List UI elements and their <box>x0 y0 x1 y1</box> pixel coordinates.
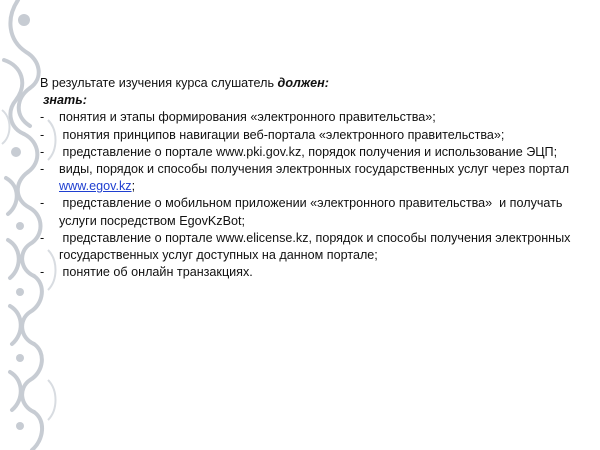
list-item <box>40 264 580 281</box>
intro-emphasis: должен: <box>277 76 329 90</box>
list-item-text: представление о портале www.elicense.kz, порядок и способы получения электронных государственных услуг доступных на данном портале; <box>59 230 574 263</box>
list-item-text: представление о портале www.pki.gov.kz, порядок получения и использование ЭЦП; <box>59 144 558 159</box>
bullet-dash: - <box>40 265 45 280</box>
intro-text: В результате изучения курса слушатель <box>40 76 278 90</box>
list-item-text-end: ; <box>131 179 136 194</box>
list-item-text: представление о мобильном приложении «электронного правительства» и получать услуги посредством EgovKzBot; <box>59 196 566 228</box>
list-item-text: понятия и этапы формирования «электронного правительства»; <box>59 110 436 125</box>
list-item <box>40 144 580 161</box>
intro-line <box>40 75 580 92</box>
egov-link[interactable]: www.egov.kz <box>59 179 132 194</box>
know-label: знать: <box>43 93 87 108</box>
list-item-text: виды, порядок и способы получения электронных государственных услуг через портал <box>59 162 570 177</box>
list-item <box>40 195 580 229</box>
bullet-dash: - <box>40 110 45 125</box>
bullet-dash: - <box>40 162 45 177</box>
list-item <box>40 161 580 195</box>
list-item <box>40 109 580 126</box>
list-item-text: понятие об онлайн транзакциях. <box>59 265 253 280</box>
bullet-dash: - <box>40 230 45 245</box>
list-item <box>40 127 580 144</box>
list-item-text: понятия принципов навигации веб-портала «электронного правительства»; <box>59 127 505 142</box>
list-item <box>40 230 580 264</box>
bullet-dash: - <box>40 127 45 142</box>
course-outcomes-text <box>40 75 580 281</box>
bullet-dash: - <box>40 196 45 211</box>
bullet-dash: - <box>40 144 45 159</box>
